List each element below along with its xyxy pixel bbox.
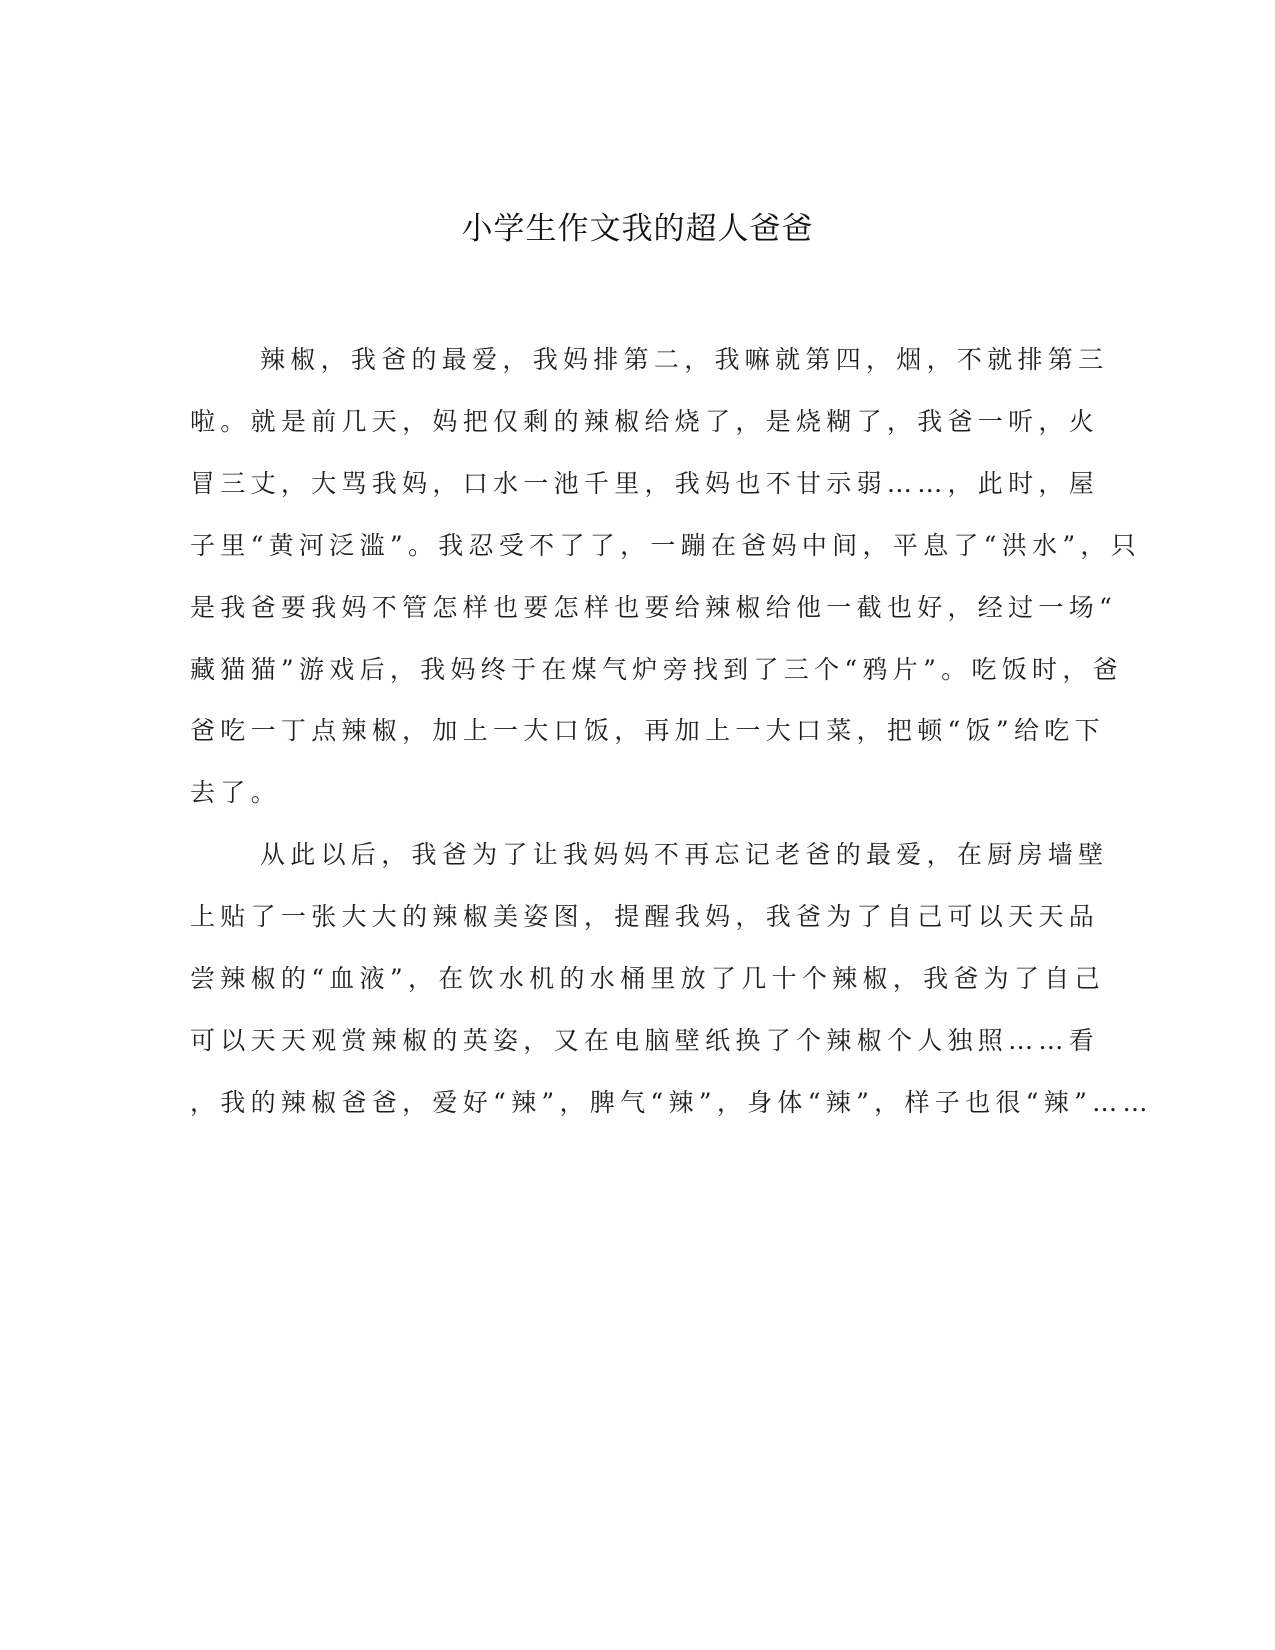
text-line: 子里“黄河泛滥”。我忍受不了了，一蹦在爸妈中间，平息了“洪水”，只 — [190, 530, 1142, 560]
text-line: 可以天天观赏辣椒的英姿，又在电脑壁纸换了个辣椒个人独照……看 — [190, 1025, 1100, 1055]
text-line: 尝辣椒的“血液”，在饮水机的水桶里放了几十个辣椒，我爸为了自己 — [190, 964, 1105, 994]
essay-body — [190, 329, 1153, 1134]
text-line: 爸吃一丁点辣椒，加上一大口饭，再加上一大口菜，把顿“饭”给吃下 — [190, 716, 1105, 746]
text-line: 辣椒，我爸的最爱，我妈排第二，我嘛就第四，烟，不就排第三 — [260, 345, 1109, 374]
text-line: 去了。 — [190, 778, 281, 808]
paragraph-1 — [190, 329, 1142, 824]
text-line: 上贴了一张大大的辣椒美姿图，提醒我妈，我爸为了自己可以天天品 — [190, 902, 1100, 932]
text-line: ，我的辣椒爸爸，爱好“辣”，脾气“辣”，身体“辣”，样子也很“辣”…… — [190, 1087, 1153, 1117]
text-line: 从此以后，我爸为了让我妈妈不再忘记老爸的最爱，在厨房墙壁 — [260, 840, 1109, 870]
text-line: 冒三丈，大骂我妈，口水一池千里，我妈也不甘示弱……，此时，屋 — [190, 468, 1100, 498]
text-line: 藏猫猫”游戏后，我妈终于在煤气炉旁找到了三个“鸦片”。吃饭时，爸 — [190, 654, 1123, 684]
page-title: 小学生作文我的超人爸爸 — [461, 211, 814, 247]
text-line: 啦。就是前几天，妈把仅剩的辣椒给烧了，是烧糊了，我爸一听，火 — [190, 406, 1100, 436]
paragraph-2 — [190, 824, 1153, 1134]
text-line: 是我爸要我妈不管怎样也要怎样也要给辣椒给他一截也好，经过一场“ — [190, 592, 1118, 622]
